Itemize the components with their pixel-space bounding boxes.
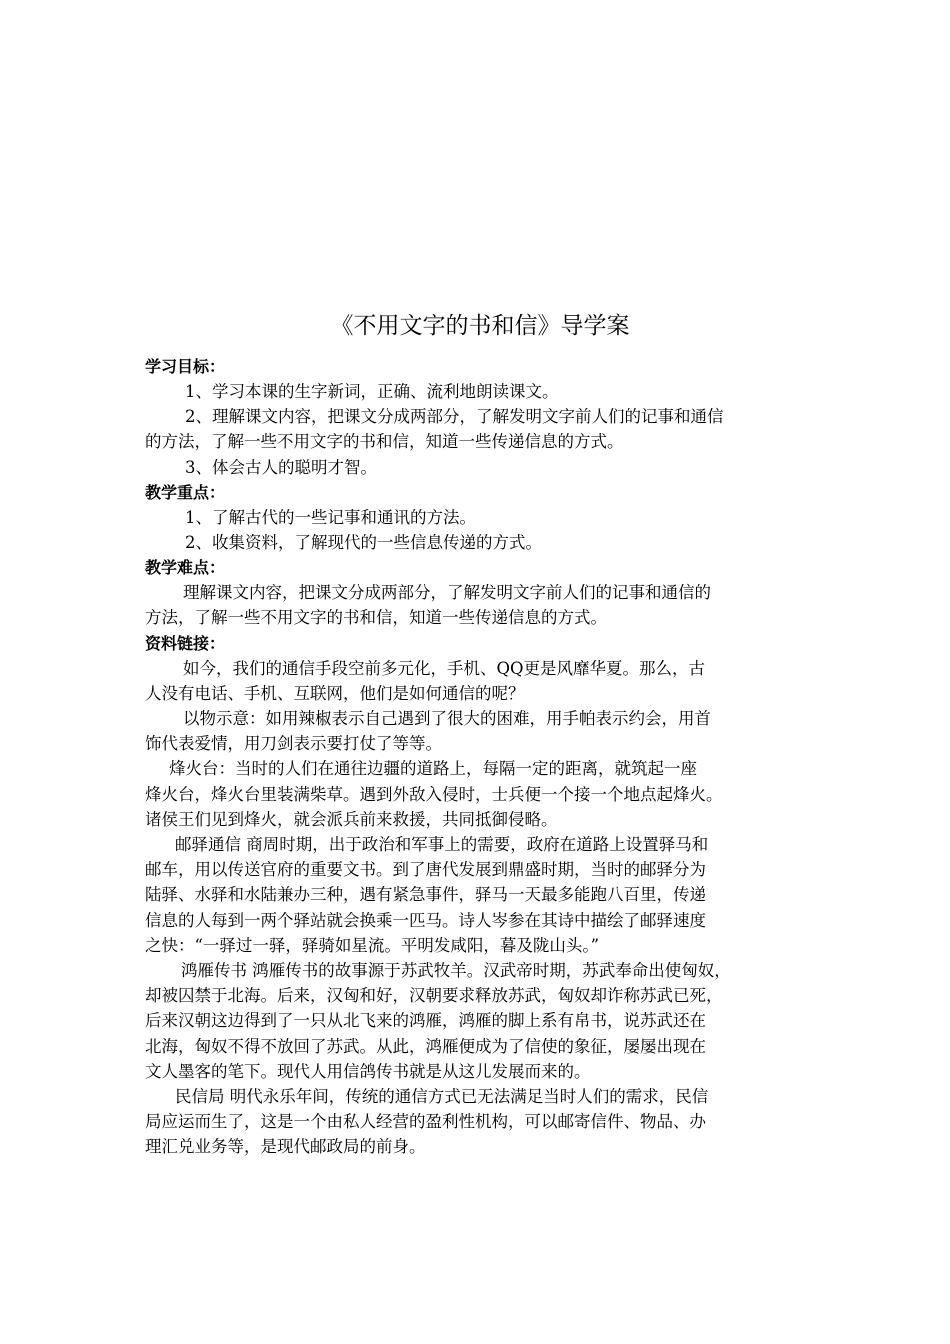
section-heading-resources: 资料链接： — [145, 633, 226, 653]
resource-line-2: 人没有电话、手机、互联网，他们是如何通信的呢？ — [145, 683, 525, 703]
section-heading-objectives: 学习目标： — [145, 357, 226, 376]
section-heading-difficulties: 教学难点： — [145, 558, 226, 578]
resource-line-18: 民信局 明代永乐年间，传统的通信方式已无法满足当时人们的需求，民信 — [175, 1087, 709, 1107]
resource-line-1: 如今，我们的通信手段空前多元化，手机、QQ更是风靡华夏。那么，古 — [183, 658, 706, 678]
section-objectives — [145, 354, 815, 480]
key-point-line-2: 2、收集资料，了解现代的一些信息传递的方式。 — [185, 533, 542, 553]
resource-line-16: 北海，匈奴不得不放回了苏武。从此，鸿雁便成为了信使的象征，屡屡出现在 — [145, 1036, 706, 1056]
objective-line-2: 2、理解课文内容，把课文分成两部分，了解发明文字前人们的记事和通信 — [185, 407, 724, 427]
difficulty-line-2: 方法，了解一些不用文字的书和信，知道一些传递信息的方式。 — [145, 608, 607, 628]
document-title: 《不用文字的书和信》导学案 — [330, 313, 630, 339]
section-resources — [145, 631, 815, 1160]
key-point-line-1: 1、了解古代的一些记事和通讯的方法。 — [185, 507, 476, 527]
resource-line-6: 烽火台，烽火台里装满柴草。遇到外敌入侵时，士兵便一个接一个地点起烽火。 — [145, 784, 723, 804]
resource-line-13: 鸿雁传书 鸿雁传书的故事源于苏武牧羊。汉武帝时期，苏武奉命出使匈奴， — [181, 961, 731, 981]
resource-line-7: 诸侯王们见到烽火，就会派兵前来救援，共同抵御侵略。 — [145, 809, 558, 829]
objective-line-2-cont: 的方法，了解一些不用文字的书和信，知道一些传递信息的方式。 — [145, 432, 624, 452]
resource-line-11: 信息的人每到一两个驿站就会换乘一匹马。诗人岑参在其诗中描绘了邮驿速度 — [145, 910, 706, 930]
objective-line-3: 3、体会古人的聪明才智。 — [185, 457, 377, 477]
resource-line-4: 饰代表爱情，用刀剑表示要打仗了等等。 — [145, 734, 442, 754]
resource-line-17: 文人墨客的笔下。现代人用信鸽传书就是从这儿发展而来的。 — [145, 1061, 591, 1081]
document-page — [145, 310, 815, 1160]
section-difficulties — [145, 555, 815, 630]
resource-line-14: 却被囚禁于北海。后来，汉匈和好，汉朝要求释放苏武，匈奴却诈称苏武已死， — [145, 986, 723, 1006]
objective-line-1: 1、学习本课的生字新词，正确、流利地朗读课文。 — [185, 382, 559, 401]
resource-line-3: 以物示意：如用辣椒表示自己遇到了很大的困难，用手帕表示约会，用首 — [183, 709, 711, 729]
resource-line-9: 邮车，用以传送官府的重要文书。到了唐代发展到鼎盛时期，当时的邮驿分为 — [145, 860, 706, 880]
difficulty-line-1: 理解课文内容，把课文分成两部分，了解发明文字前人们的记事和通信的 — [183, 583, 711, 603]
resource-line-8: 邮驿通信 商周时期，出于政治和军事上的需要，政府在道路上设置驿马和 — [175, 835, 709, 855]
section-key-points — [145, 480, 815, 555]
section-heading-key-points: 教学重点： — [145, 482, 226, 502]
resource-line-12: 之快：“一驿过一驿，驿骑如星流。平明发咸阳，暮及陇山头。” — [145, 935, 600, 955]
resource-line-5: 烽火台：当时的人们在通往边疆的道路上，每隔一定的距离，就筑起一座 — [169, 759, 697, 779]
resource-line-19: 局应运而生了，这是一个由私人经营的盈利性机构，可以邮寄信件、物品、办 — [145, 1112, 706, 1132]
resource-line-20: 理汇兑业务等，是现代邮政局的前身。 — [145, 1137, 426, 1157]
resource-line-15: 后来汉朝这边得到了一只从北飞来的鸿雁，鸿雁的脚上系有帛书，说苏武还在 — [145, 1011, 706, 1031]
resource-line-10: 陆驿、水驿和水陆兼办三种，遇有紧急事件，驿马一天最多能跑八百里，传递 — [145, 885, 706, 905]
